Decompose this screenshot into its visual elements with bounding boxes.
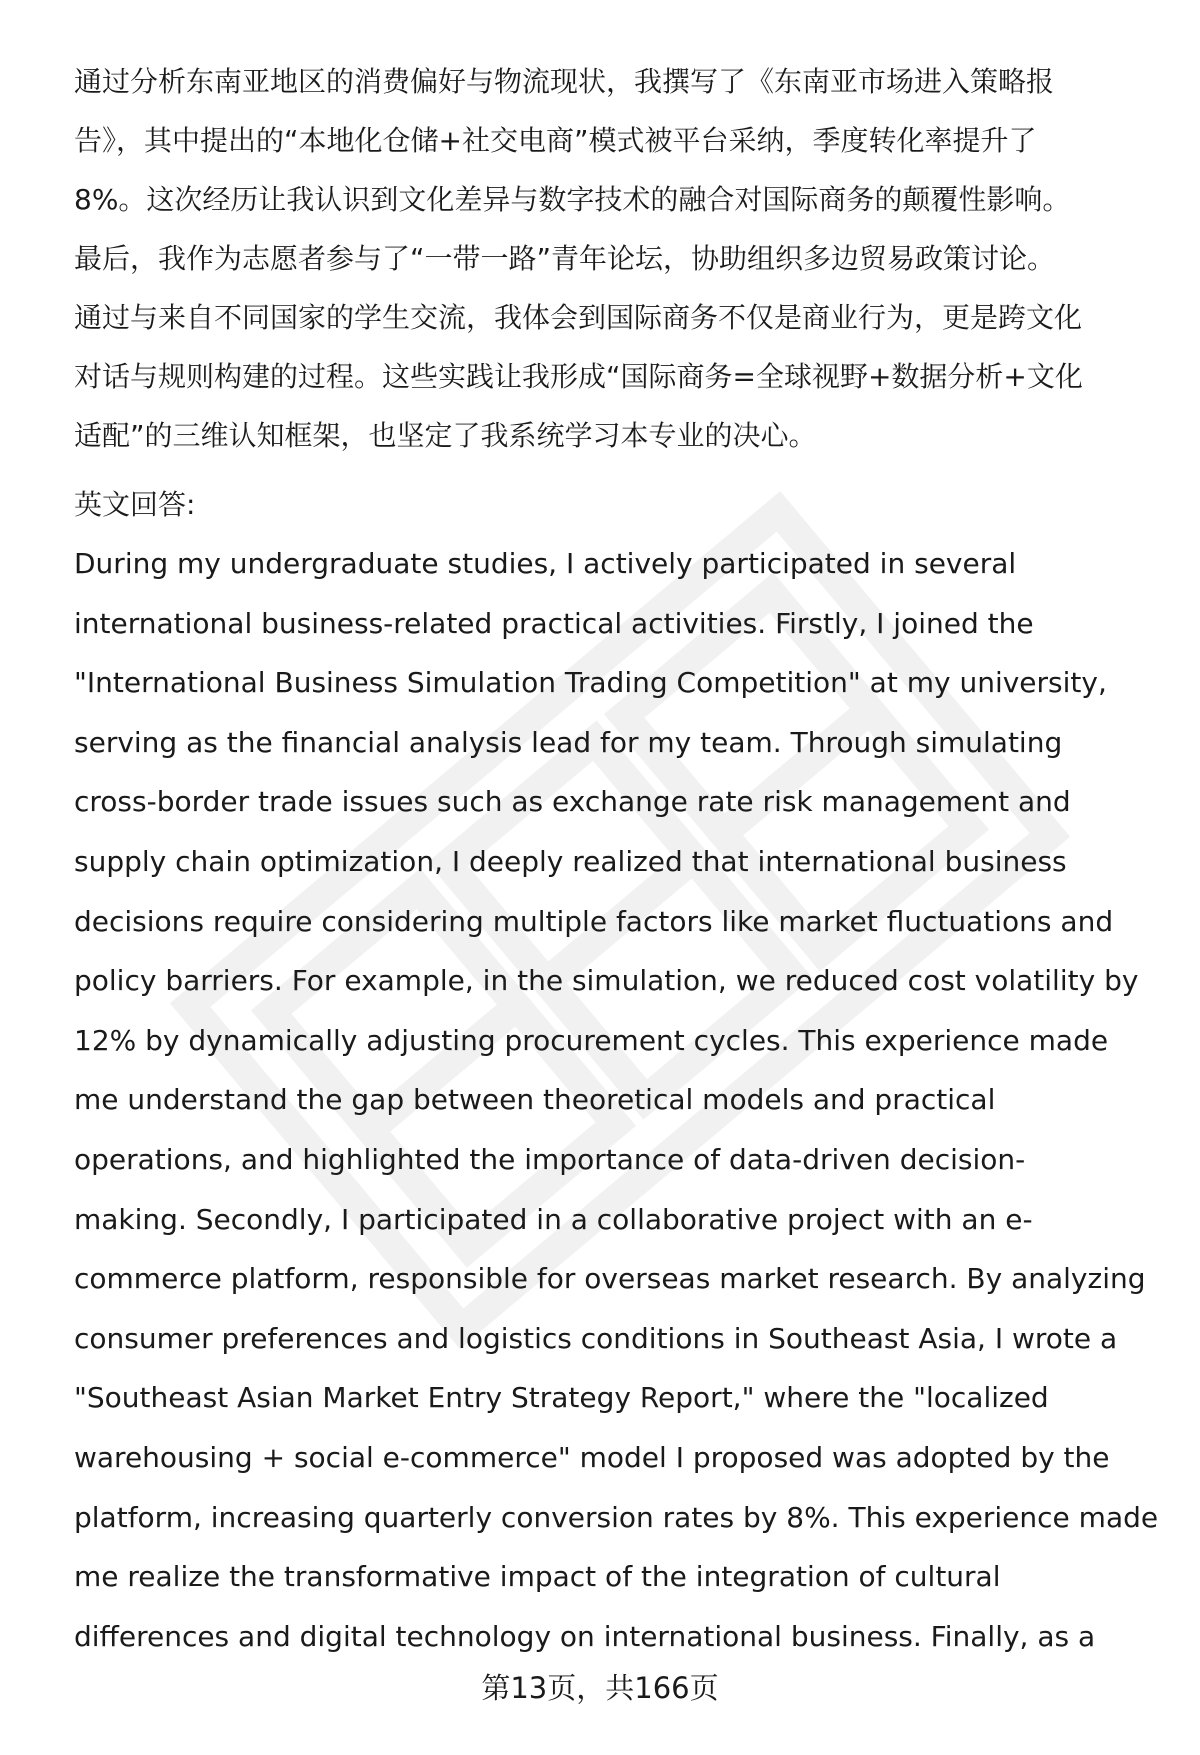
chinese-paragraph: 通过分析东南亚地区的消费偏好与物流现状，我撰写了《东南亚市场进入策略报 告》，其中提出的“本地化仓储+社交电商”模式被平台采纳，季度转化率提升了 8%。这次经历让我认识到文化差异与数字技术的融合对国际商务的颠覆性影响。 最后，我作为志愿者参与了“一带一路”青年论坛，协助组织多边贸易政策讨论。 通过与来自不同国家的学生交流，我体会到国际商务不仅是商业行为，更是跨文化 对话与规则构建的过程。这些实践让我形成“国际商务=全球视野+数据分析+文化 适配”的三维认知框架，也坚定了我系统学习本专业的决心。 [74, 65, 1083, 452]
english-answer-heading: 英文回答: [74, 488, 196, 521]
english-paragraph: During my undergraduate studies, I actively participated in several international business-related practical activities. Firstly, I joined the "International Business Simulation Trading Competition" at my university, serving as the financial analysis lead for my team. Through simulating cross-border trade issues such as exchange rate risk management and supply chain optimization, I deeply realized that international business decisions require considering multiple factors like market fluctuations and policy barriers. For example, in the simulation, we reduced cost volatility by 12% by dynamically adjusting procurement cycles. This experience made me understand the gap between theoretical models and practical operations, and highlighted the importance of data-driven decision- making. Secondly, I participated in a collaborative project with an e- commerce platform, responsible for overseas market research. By analyzing consumer preferences and logistics conditions in Southeast Asia, I wrote a "Southeast Asian Market Entry Strategy Report," where the "localized warehousing + social e-commerce" model I proposed was adopted by the platform, increasing quarterly conversion rates by 8%. This experience made me realize the transformative impact of the integration of cultural differences and digital technology on international business. Finally, as a [74, 547, 1159, 1653]
document-page [74, 52, 1164, 1666]
page-number: 第13页，共166页 [481, 1671, 719, 1705]
